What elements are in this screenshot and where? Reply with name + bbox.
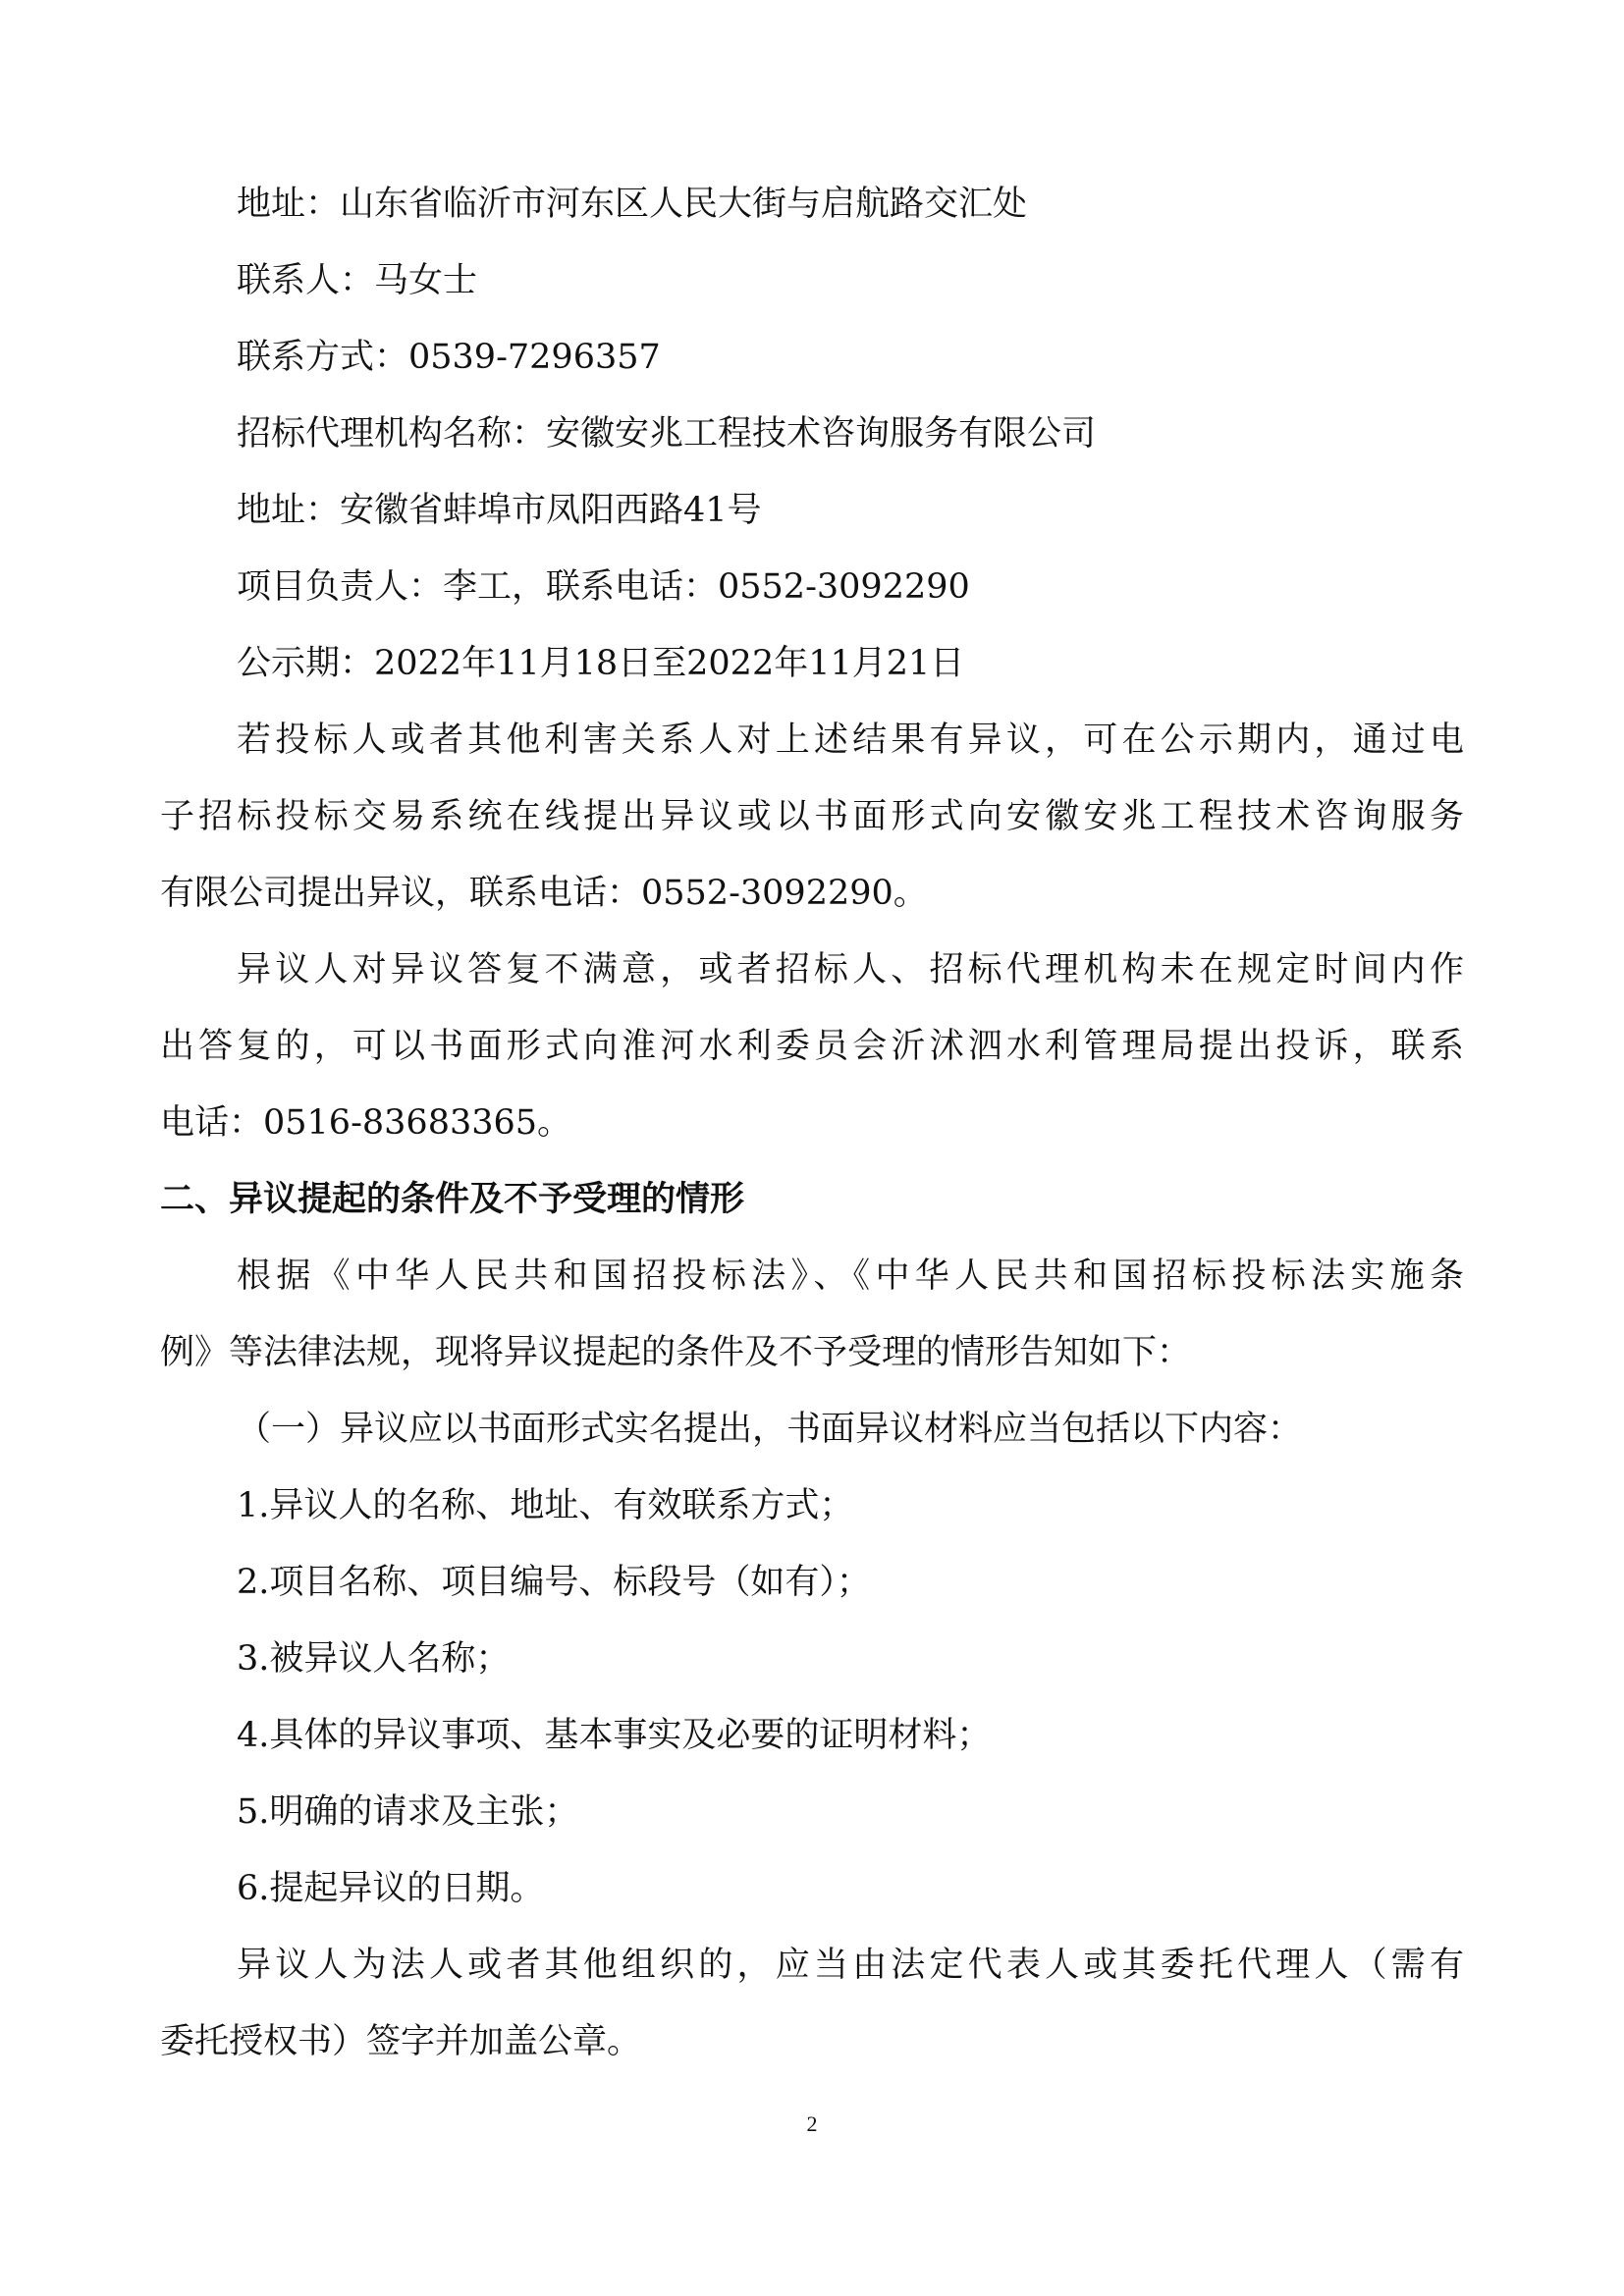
text-line: 地址：安徽省蚌埠市凤阳西路41号 [237, 491, 762, 530]
paragraph-line: 根据《中华人民共和国招投标法》、《中华人民共和国招标投标法实施条 [237, 1256, 1464, 1296]
paragraph-line: 子招标投标交易系统在线提出异议或以书面形式向安徽安兆工程技术咨询服务 [160, 797, 1464, 836]
list-item: 6.提起异议的日期。 [237, 1869, 545, 1908]
paragraph-line: 异议人对异议答复不满意，或者招标人、招标代理机构未在规定时间内作 [237, 950, 1464, 989]
list-item: 3.被异议人名称； [237, 1639, 511, 1679]
paragraph-line: 若投标人或者其他利害关系人对上述结果有异议，可在公示期内，通过电 [237, 721, 1464, 760]
text-line: 联系人：马女士 [237, 261, 478, 300]
list-item: 2.项目名称、项目编号、标段号（如有）； [237, 1563, 871, 1602]
paragraph-line: 有限公司提出异议，联系电话：0552-3092290。 [160, 874, 928, 913]
text-line: 招标代理机构名称：安徽安兆工程技术咨询服务有限公司 [237, 414, 1097, 454]
text-line: 联系方式：0539-7296357 [237, 338, 661, 377]
paragraph-line: 例》等法律法规，现将异议提起的条件及不予受理的情形告知如下： [160, 1333, 1192, 1372]
text-line: 项目负责人：李工，联系电话：0552-3092290 [237, 567, 970, 607]
list-item: 4.具体的异议事项、基本事实及必要的证明材料； [237, 1716, 992, 1755]
list-item: 1.异议人的名称、地址、有效联系方式； [237, 1486, 854, 1525]
paragraph-line: 委托授权书）签字并加盖公章。 [160, 2022, 642, 2061]
paragraph-line: 出答复的，可以书面形式向淮河水利委员会沂沭泗水利管理局提出投诉，联系 [160, 1027, 1464, 1066]
page-number: 2 [806, 2111, 818, 2136]
section-heading: 二、异议提起的条件及不予受理的情形 [160, 1180, 745, 1219]
text-line: 地址：山东省临沂市河东区人民大街与启航路交汇处 [237, 185, 1028, 224]
paragraph-line: 异议人为法人或者其他组织的，应当由法定代表人或其委托代理人（需有 [237, 1946, 1464, 1985]
text-line: 公示期：2022年11月18日至2022年11月21日 [237, 644, 965, 683]
list-item: 5.明确的请求及主张； [237, 1792, 579, 1832]
paragraph-line: 电话：0516-83683365。 [160, 1103, 572, 1143]
subsection-line: （一）异议应以书面形式实名提出，书面异议材料应当包括以下内容： [237, 1410, 1303, 1449]
